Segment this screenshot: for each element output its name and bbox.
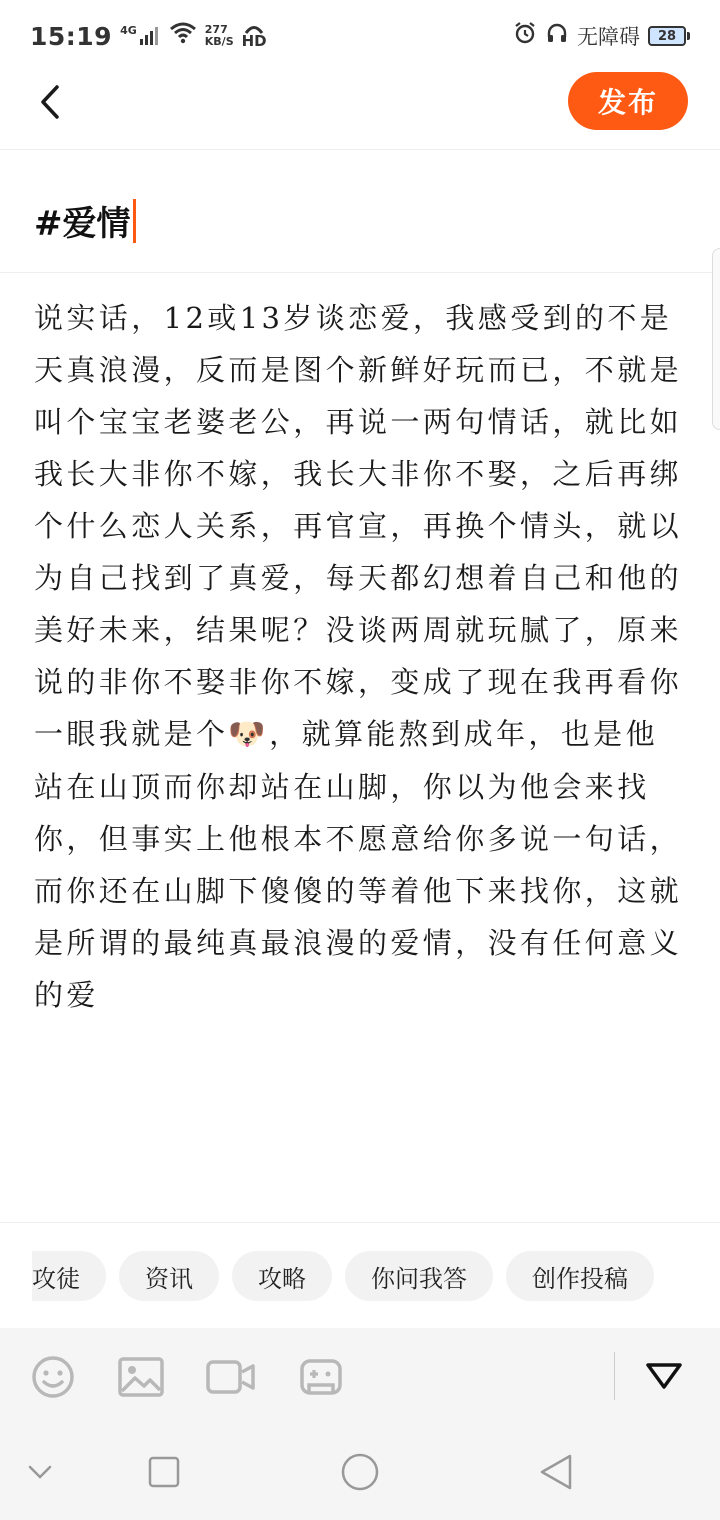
recent-apps-icon	[148, 1456, 180, 1488]
topic-chip[interactable]: 你问我答	[345, 1251, 493, 1301]
toolbar-divider	[614, 1352, 615, 1400]
emoji-button[interactable]	[30, 1354, 76, 1400]
accessibility-label: 无障碍	[577, 25, 640, 49]
video-button[interactable]	[206, 1354, 256, 1400]
recent-apps-button[interactable]	[142, 1450, 186, 1494]
collapse-keyboard-button[interactable]	[642, 1358, 686, 1394]
home-icon	[340, 1452, 380, 1492]
topic-chip[interactable]: 资讯	[119, 1251, 219, 1301]
topic-chip-bar	[0, 1222, 720, 1328]
nav-down-icon	[27, 1464, 53, 1480]
headphones-icon	[545, 21, 569, 51]
collapse-triangle-icon	[644, 1361, 684, 1391]
editor-header	[0, 72, 720, 150]
post-title: #爱情	[34, 204, 131, 244]
game-button[interactable]	[298, 1354, 344, 1400]
signal-icon: 4G	[120, 25, 161, 47]
net-speed: 277 KB/S	[204, 23, 234, 48]
publish-button[interactable]: 发布	[568, 72, 688, 130]
dog-emoji: 🐶	[228, 717, 270, 752]
game-icon	[299, 1357, 343, 1397]
post-body-text: 说实话，12或13岁谈恋爱，我感受到的不是天真浪漫，反而是图个新鲜好玩而已，不就是叫个宝宝老婆老公，再说一两句情话，就比如我长大非你不嫁，我长大非你不娶，之后再绑个什么恋人关系，再官宣，再换个情头，就以为自己找到了真爱，每天都幻想着自己和他的美好未来，结果呢？没谈两周就玩腻了，原来说的非你不娶非你不嫁，变成了现在我再看你一眼我就是个	[34, 301, 683, 751]
topic-chip[interactable]: 创作投稿	[506, 1251, 654, 1301]
system-nav-bar	[0, 1424, 720, 1520]
topic-chip[interactable]: 攻略	[232, 1251, 332, 1301]
post-body-field[interactable]	[34, 292, 686, 1021]
title-input-area[interactable]	[0, 150, 720, 273]
nav-back-button[interactable]	[534, 1450, 578, 1494]
chevron-left-icon	[37, 84, 63, 120]
wifi-icon	[169, 22, 197, 50]
status-left	[30, 22, 267, 51]
back-button[interactable]	[30, 82, 70, 122]
status-bar	[0, 0, 720, 72]
image-icon	[118, 1357, 164, 1397]
home-button[interactable]	[338, 1450, 382, 1494]
topic-chip[interactable]: 攻徒	[32, 1251, 106, 1301]
side-pull-tab[interactable]	[712, 248, 720, 430]
text-cursor	[133, 199, 136, 243]
battery-level: 28	[657, 28, 677, 44]
post-title-field[interactable]	[34, 196, 136, 245]
image-button[interactable]	[118, 1354, 164, 1400]
status-right	[513, 21, 690, 51]
video-icon	[206, 1359, 256, 1395]
emoji-icon	[31, 1355, 75, 1399]
status-time: 15:19	[30, 21, 113, 51]
post-body-text-continued: ，就算能熬到成年，也是他站在山顶而你却站在山脚，你以为他会来找你，但事实上他根本不愿意给你多说一句话，而你还在山脚下傻傻的等着他下来找你，这就是所谓的最纯真最浪漫的爱情，没有任何意义的爱	[34, 717, 683, 1012]
alarm-icon	[513, 21, 537, 51]
topic-chip-row	[32, 1251, 654, 1301]
nav-down-button[interactable]	[18, 1450, 62, 1494]
battery-icon	[648, 26, 690, 46]
back-icon	[538, 1453, 574, 1491]
hd-call-icon: HD	[242, 24, 267, 48]
editor-toolbar	[0, 1328, 720, 1424]
